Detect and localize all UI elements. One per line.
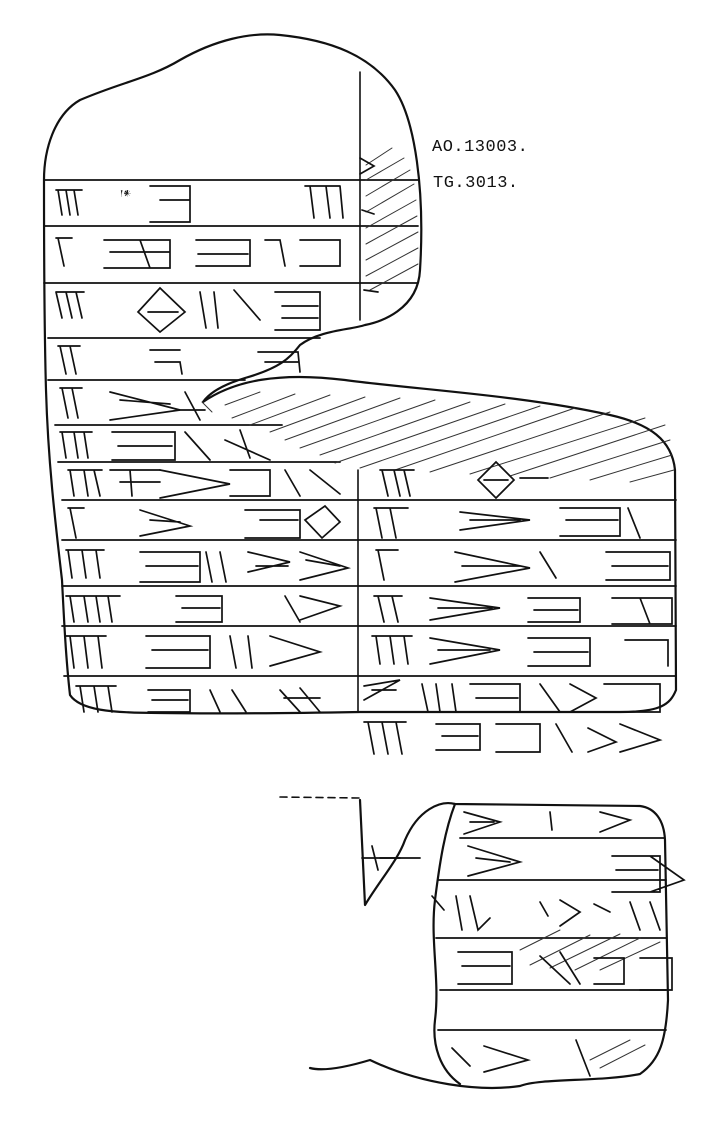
lower-fragment-hatching — [520, 930, 660, 1068]
lower-fragment-inner-edge — [434, 804, 460, 1084]
museum-number-label: AO.13003. — [432, 138, 529, 157]
scribal-note-mark: 𒁹𒀭 — [120, 189, 132, 198]
cuneiform-signs-lower-fragment — [372, 812, 684, 1076]
publication-number-label: TG.3013. — [433, 174, 519, 193]
upper-right-damage-hatching — [366, 148, 418, 290]
cuneiform-signs-upper-left — [56, 186, 348, 712]
lower-fragment-outline — [310, 800, 668, 1088]
lower-fragment-top-dashed-edge — [280, 797, 360, 798]
center-damage-hatching — [202, 392, 674, 482]
cuneiform-signs-right-column — [360, 158, 672, 754]
